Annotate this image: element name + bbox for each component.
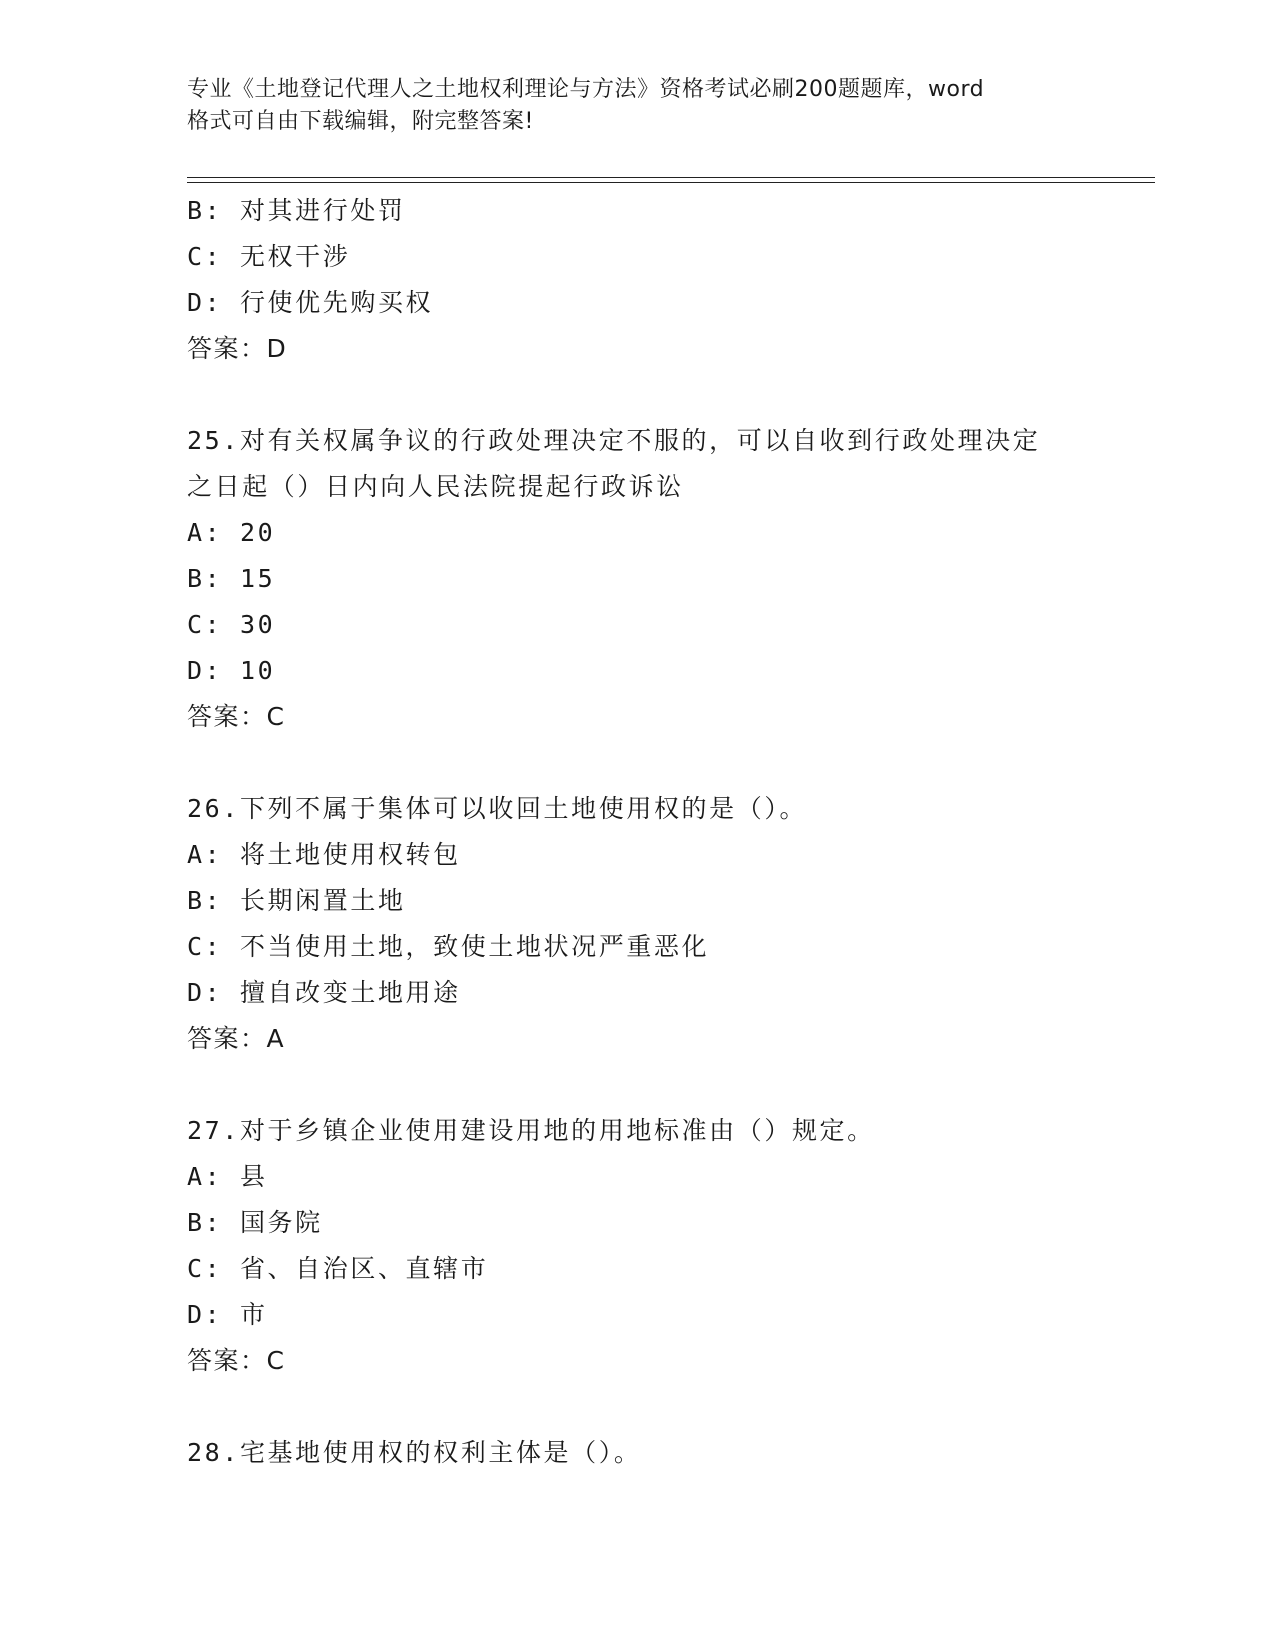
question-stem: 25.对有关权属争议的行政处理决定不服的，可以自收到行政处理决定 xyxy=(187,426,1041,455)
question-24 xyxy=(187,188,1087,372)
option-b: B: 长期闲置土地 xyxy=(187,886,406,915)
spacer xyxy=(187,740,1087,786)
option-a: A: 将土地使用权转包 xyxy=(187,840,461,869)
option-d: D: 行使优先购买权 xyxy=(187,288,434,317)
question-stem-continued: 之日起（）日内向人民法院提起行政诉讼 xyxy=(187,472,684,501)
option-a: A: 20 xyxy=(187,518,276,547)
document-header xyxy=(187,74,1067,138)
option-c: C: 省、自治区、直辖市 xyxy=(187,1254,489,1283)
question-28 xyxy=(187,1430,1087,1476)
option-a: A: 县 xyxy=(187,1162,268,1191)
answer: 答案：A xyxy=(187,1024,286,1053)
question-25 xyxy=(187,418,1087,740)
spacer xyxy=(187,1384,1087,1430)
option-c: C: 无权干涉 xyxy=(187,242,351,271)
question-stem: 26.下列不属于集体可以收回土地使用权的是（）。 xyxy=(187,794,808,823)
option-d: D: 擅自改变土地用途 xyxy=(187,978,461,1007)
answer: 答案：C xyxy=(187,702,286,731)
header-line-1: 专业《土地登记代理人之土地权利理论与方法》资格考试必刷200题题库，word xyxy=(187,77,985,102)
spacer xyxy=(187,372,1087,418)
question-stem: 27.对于乡镇企业使用建设用地的用地标准由（）规定。 xyxy=(187,1116,875,1145)
spacer xyxy=(187,1062,1087,1108)
option-c: C: 不当使用土地，致使土地状况严重恶化 xyxy=(187,932,710,961)
option-d: D: 10 xyxy=(187,656,276,685)
option-c: C: 30 xyxy=(187,610,276,639)
answer: 答案：C xyxy=(187,1346,286,1375)
option-b: B: 对其进行处罚 xyxy=(187,196,406,225)
option-b: B: 15 xyxy=(187,564,276,593)
header-divider-top xyxy=(187,177,1155,178)
option-b: B: 国务院 xyxy=(187,1208,323,1237)
option-d: D: 市 xyxy=(187,1300,268,1329)
header-line-2: 格式可自由下载编辑，附完整答案! xyxy=(187,109,534,134)
header-divider-bottom xyxy=(187,182,1155,183)
question-stem: 28.宅基地使用权的权利主体是（）。 xyxy=(187,1438,642,1467)
question-27 xyxy=(187,1108,1087,1384)
question-list xyxy=(187,188,1087,1476)
question-26 xyxy=(187,786,1087,1062)
answer: 答案：D xyxy=(187,334,288,363)
